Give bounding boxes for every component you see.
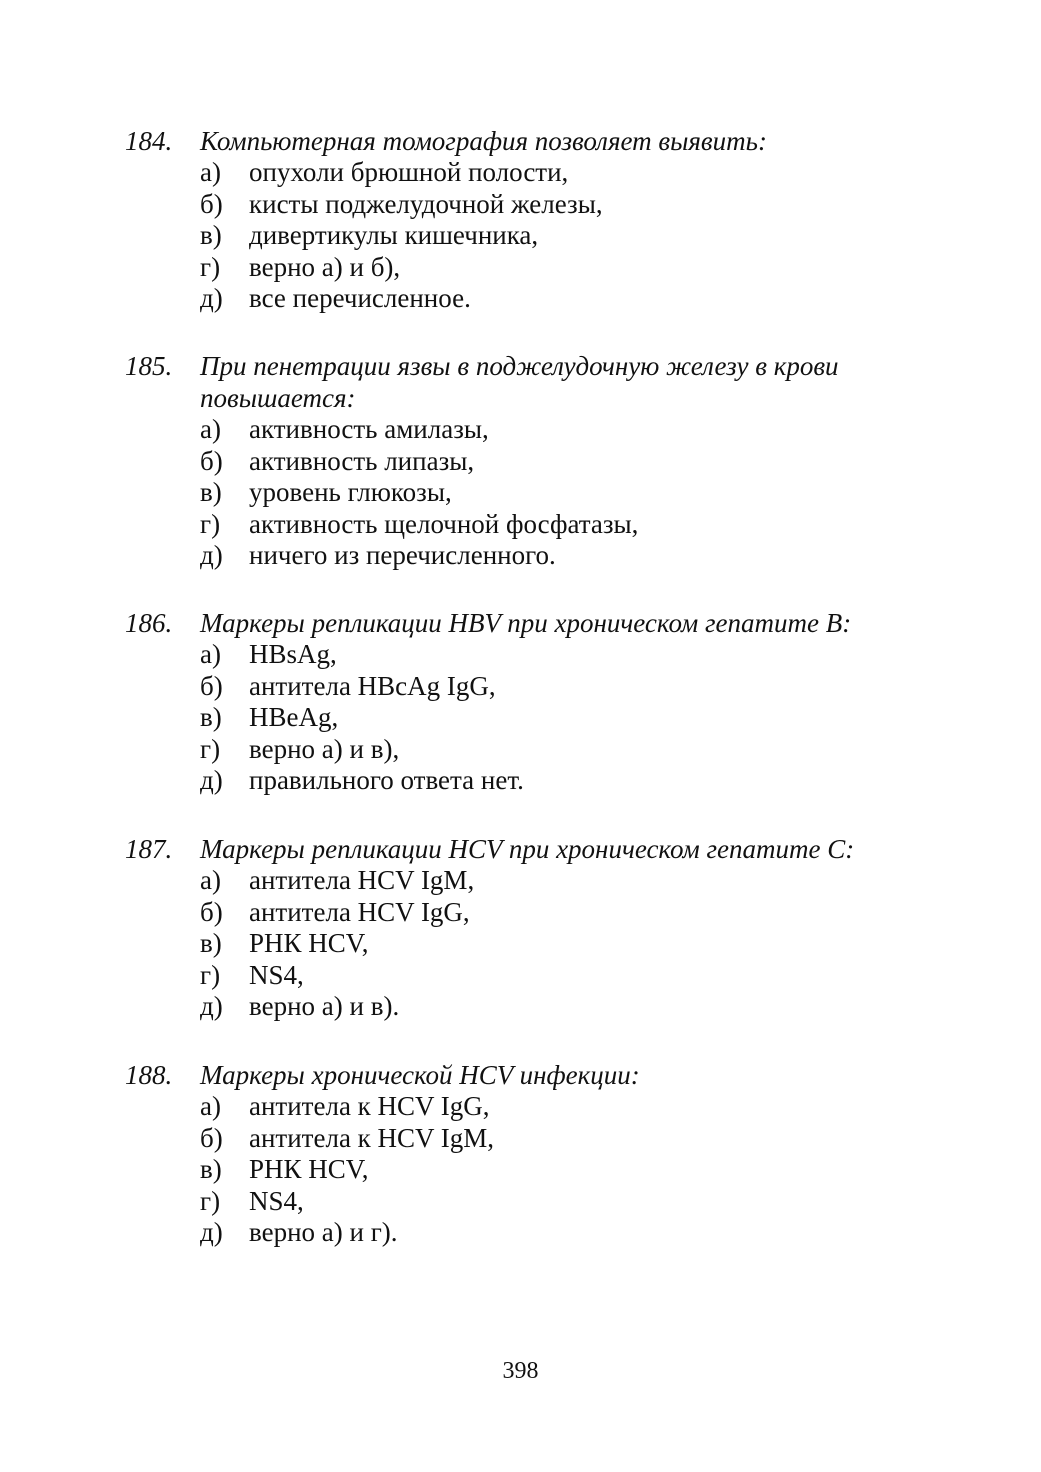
option-letter: б)	[200, 445, 223, 476]
question-text: При пенетрации язвы в поджелудочную железу в крови повышается:	[200, 351, 839, 413]
option-item	[125, 446, 925, 478]
question-number: 185.	[125, 351, 173, 381]
option-item	[125, 702, 925, 734]
option-item	[125, 765, 925, 797]
option-item	[125, 414, 925, 446]
option-letter: а)	[200, 1091, 221, 1121]
option-item	[125, 1217, 925, 1249]
option-text: РНК HCV,	[249, 1154, 369, 1184]
option-text: верно а) и в),	[249, 733, 400, 764]
option-item	[125, 1154, 925, 1186]
option-text: NS4,	[249, 959, 304, 990]
option-text: активность липазы,	[249, 445, 475, 476]
question-185	[125, 350, 925, 572]
option-item	[125, 540, 925, 572]
option-letter: б)	[200, 670, 223, 701]
option-letter: а)	[200, 414, 221, 444]
option-letter: в)	[200, 928, 222, 958]
option-text: HBsAg,	[249, 639, 337, 669]
option-letter: б)	[200, 896, 223, 927]
option-letter: б)	[200, 188, 223, 219]
option-list	[125, 157, 925, 315]
option-list	[125, 639, 925, 797]
option-list	[125, 865, 925, 1023]
option-item	[125, 477, 925, 509]
option-text: уровень глюкозы,	[249, 477, 452, 507]
option-item	[125, 991, 925, 1023]
option-letter: в)	[200, 1154, 222, 1184]
option-letter: г)	[200, 508, 221, 539]
option-text: верно а) и в).	[249, 991, 400, 1021]
option-letter: а)	[200, 865, 221, 895]
option-letter: д)	[200, 283, 223, 313]
option-letter: г)	[200, 251, 221, 282]
question-text: Маркеры репликации HBV при хроническом гепатите B:	[200, 608, 852, 638]
option-letter: г)	[200, 959, 221, 990]
option-item	[125, 189, 925, 221]
question-186	[125, 607, 925, 797]
question-188	[125, 1059, 925, 1249]
question-number: 186.	[125, 608, 173, 638]
option-letter: д)	[200, 540, 223, 570]
option-item	[125, 734, 925, 766]
option-letter: в)	[200, 702, 222, 732]
question-number: 188.	[125, 1060, 173, 1090]
option-text: верно а) и б),	[249, 251, 401, 282]
option-item	[125, 1123, 925, 1155]
option-text: верно а) и г).	[249, 1217, 398, 1247]
question-heading	[125, 607, 925, 639]
question-184	[125, 125, 925, 315]
option-text: все перечисленное.	[249, 283, 471, 313]
option-text: NS4,	[249, 1185, 304, 1216]
option-item	[125, 960, 925, 992]
option-text: ничего из перечисленного.	[249, 540, 556, 570]
option-letter: а)	[200, 639, 221, 669]
question-heading	[125, 350, 925, 414]
option-text: опухоли брюшной полости,	[249, 157, 569, 187]
option-letter: д)	[200, 1217, 223, 1247]
option-letter: г)	[200, 1185, 221, 1216]
option-item	[125, 1186, 925, 1218]
option-text: РНК HCV,	[249, 928, 369, 958]
option-item	[125, 671, 925, 703]
option-text: антитела HCV IgM,	[249, 865, 475, 895]
option-text: дивертикулы кишечника,	[249, 220, 539, 250]
question-heading	[125, 833, 925, 865]
option-text: активность амилазы,	[249, 414, 489, 444]
option-text: антитела HCV IgG,	[249, 896, 470, 927]
option-item	[125, 639, 925, 671]
question-187	[125, 833, 925, 1023]
option-item	[125, 157, 925, 189]
option-text: антитела к HCV IgM,	[249, 1122, 495, 1153]
question-heading	[125, 125, 925, 157]
option-item	[125, 865, 925, 897]
option-item	[125, 509, 925, 541]
option-text: правильного ответа нет.	[249, 765, 524, 795]
question-text: Маркеры хронической HCV инфекции:	[200, 1060, 640, 1090]
option-text: активность щелочной фосфатазы,	[249, 508, 639, 539]
option-text: антитела HBcAg IgG,	[249, 670, 496, 701]
page-number: 398	[502, 1358, 539, 1384]
question-heading	[125, 1059, 925, 1091]
option-letter: д)	[200, 765, 223, 795]
option-list	[125, 1091, 925, 1249]
option-letter: а)	[200, 157, 221, 187]
option-letter: в)	[200, 220, 222, 250]
question-number: 184.	[125, 126, 173, 156]
option-letter: в)	[200, 477, 222, 507]
option-item	[125, 897, 925, 929]
option-text: антитела к HCV IgG,	[249, 1091, 490, 1121]
option-text: кисты поджелудочной железы,	[249, 188, 603, 219]
option-letter: д)	[200, 991, 223, 1021]
option-item	[125, 1091, 925, 1123]
option-text: HBeAg,	[249, 702, 339, 732]
option-item	[125, 220, 925, 252]
question-text: Маркеры репликации HCV при хроническом гепатите C:	[200, 834, 855, 864]
question-text: Компьютерная томография позволяет выявить:	[200, 126, 767, 156]
question-number: 187.	[125, 834, 173, 864]
option-item	[125, 928, 925, 960]
option-item	[125, 252, 925, 284]
option-letter: г)	[200, 733, 221, 764]
option-item	[125, 283, 925, 315]
option-list	[125, 414, 925, 572]
option-letter: б)	[200, 1122, 223, 1153]
